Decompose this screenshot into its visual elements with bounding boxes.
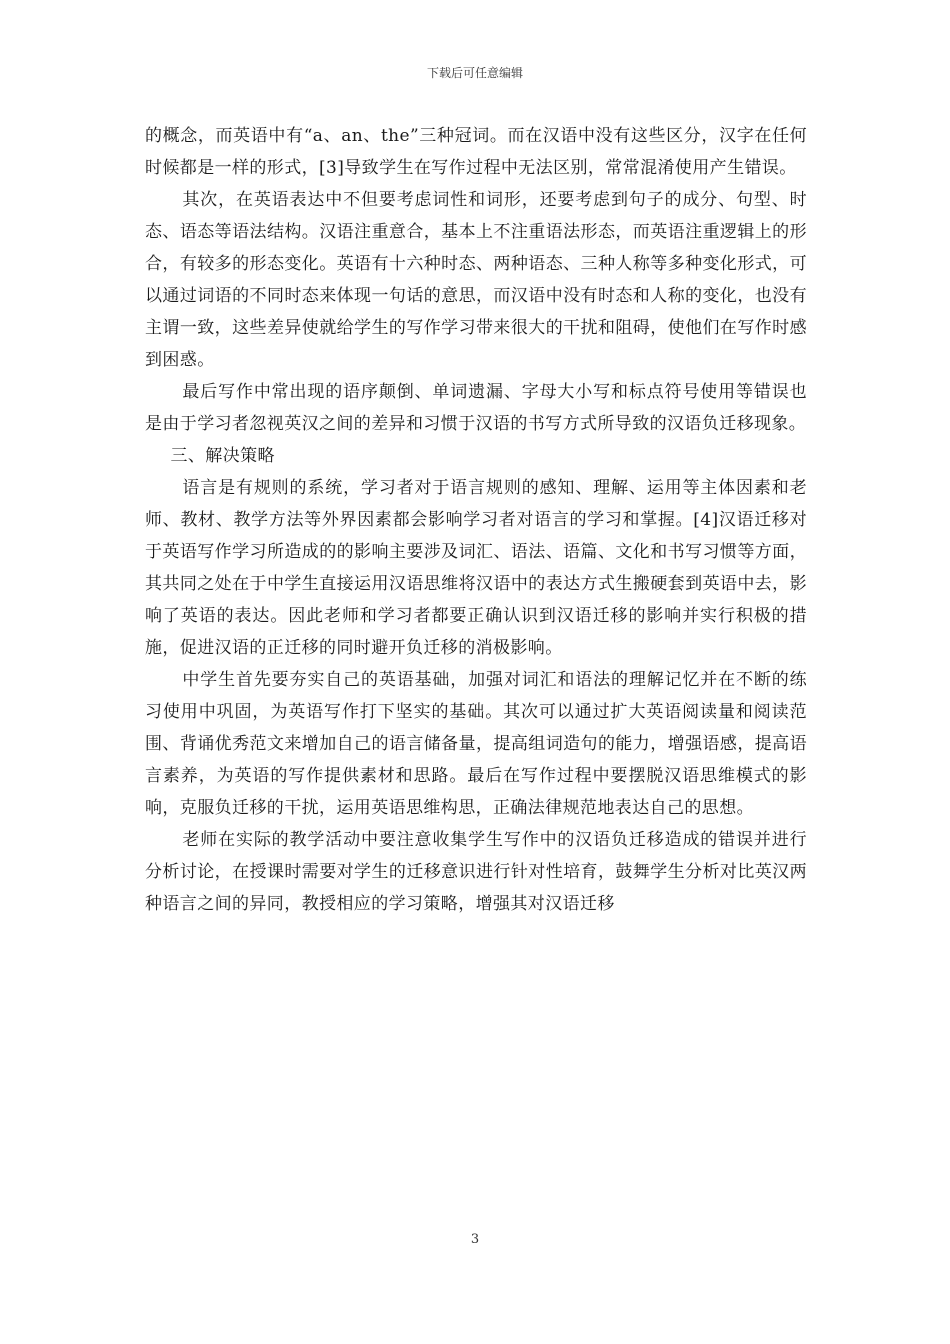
- section-heading-solutions: 三、解决策略: [170, 446, 275, 466]
- page-number: 3: [470, 1232, 480, 1247]
- paragraph-language-rules: 语言是有规则的系统，学习者对于语言规则的感知、理解、运用等主体因素和老师、教材、教学方法等外界因素都会影响学习者对语言的学习和掌握。[4]汉语迁移对于英语写作学习所造成的的影响主要涉及词汇、语法、语篇、文化和书写习惯等方面，其共同之处在于中学生直接运用汉语思维将汉语中的表达方式生搬硬套到英语中去，影响了英语的表达。因此老师和学习者都要正确认识到汉语迁移的影响并实行积极的措施，促进汉语的正迁移的同时避开负迁移的消极影响。: [145, 478, 807, 658]
- page-header: 下载后可任意编辑: [426, 66, 523, 80]
- paragraph-writing-errors: 最后写作中常出现的语序颠倒、单词遗漏、字母大小写和标点符号使用等错误也是由于学习者忽视英汉之间的差异和习惯于汉语的书写方式所导致的汉语负迁移现象。: [145, 382, 807, 434]
- document-body: [145, 120, 807, 920]
- paragraph-student-strategies: 中学生首先要夯实自己的英语基础，加强对词汇和语法的理解记忆并在不断的练习使用中巩固，为英语写作打下坚实的基础。其次可以通过扩大英语阅读量和阅读范围、背诵优秀范文来增加自己的语言储备量，提高组词造句的能力，增强语感，提高语言素养，为英语的写作提供素材和思路。最后在写作过程中要摆脱汉语思维模式的影响，克服负迁移的干扰，运用英语思维构思，正确法律规范地表达自己的思想。: [145, 670, 807, 818]
- paragraph-teacher-strategies: 老师在实际的教学活动中要注意收集学生写作中的汉语负迁移造成的错误并进行分析讨论，在授课时需要对学生的迁移意识进行针对性培育，鼓舞学生分析对比英汉两种语言之间的异同，教授相应的学习策略，增强其对汉语迁移: [145, 830, 807, 914]
- paragraph-article-concept: 的概念，而英语中有“a、an、the”三种冠词。而在汉语中没有这些区分，汉字在任何时候都是一样的形式，[3]导致学生在写作过程中无法区别，常常混淆使用产生错误。: [145, 126, 807, 178]
- paragraph-grammar-structure: 其次，在英语表达中不但要考虑词性和词形，还要考虑到句子的成分、句型、时态、语态等语法结构。汉语注重意合，基本上不注重语法形态，而英语注重逻辑上的形合，有较多的形态变化。英语有十六种时态、两种语态、三种人称等多种变化形式，可以通过词语的不同时态来体现一句话的意思，而汉语中没有时态和人称的变化，也没有主谓一致，这些差异使就给学生的写作学习带来很大的干扰和阻碍，使他们在写作时感到困惑。: [145, 190, 807, 370]
